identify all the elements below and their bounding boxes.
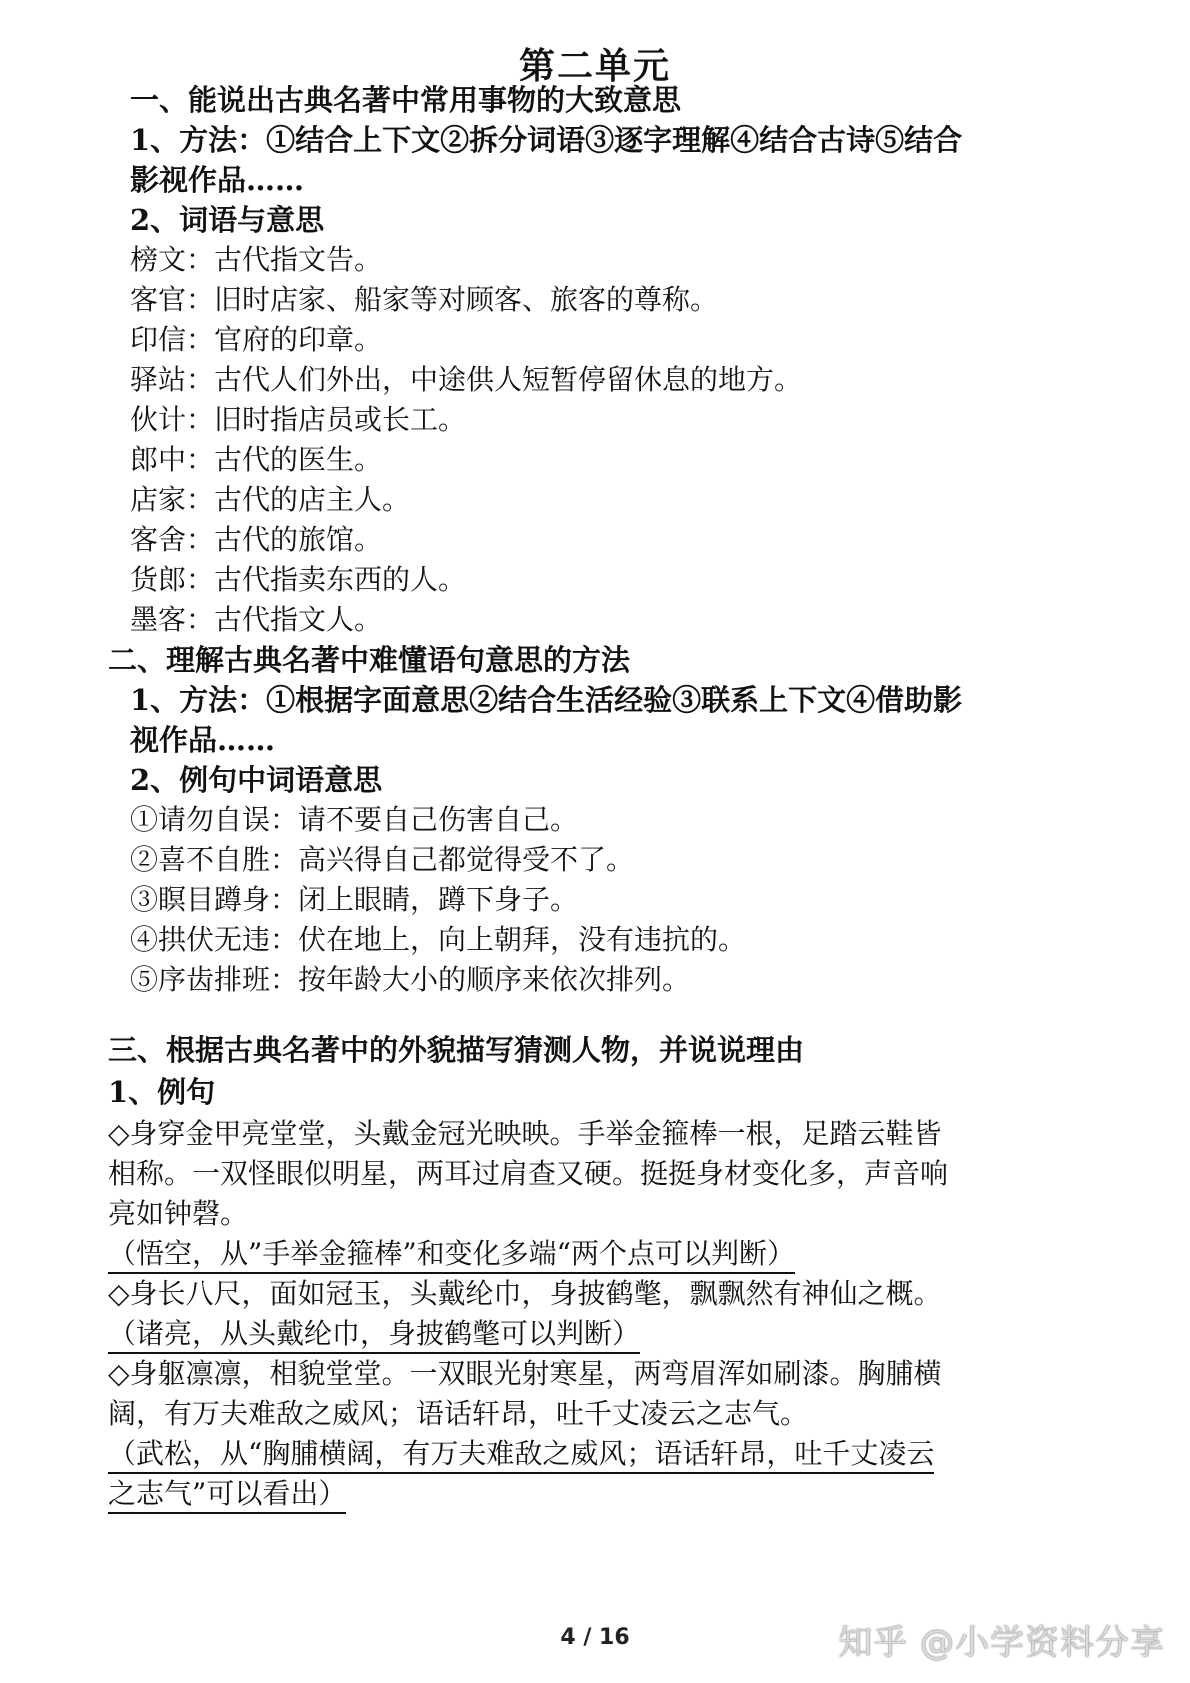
section-2-sub-heading: 2、例句中词语意思 [130,763,383,797]
example-1-line-3: 亮如钟磬。 [108,1197,249,1230]
section-1-sub-heading: 2、词语与意思 [130,203,325,237]
word-item: 郎中：古代的医生。 [130,443,383,476]
page-number: 4 / 16 [560,1625,630,1650]
section-2-method-line-1: 1、方法：①根据字面意思②结合生活经验③联系上下文④借助影 [130,683,963,717]
example-2-line-1: ◇身长八尺，面如冠玉，头戴纶巾，身披鹤氅，飘飘然有神仙之概。 [108,1277,942,1310]
section-1-method-line-1: 1、方法：①结合上下文②拆分词语③逐字理解④结合古诗⑤结合 [130,123,963,157]
section-2-heading: 二、理解古典名著中难懂语句意思的方法 [108,643,631,677]
phrase-item: ①请勿自误：请不要自己伤害自己。 [130,803,579,836]
answer-3-line-1: （武松，从“胸脯横阔，有万夫难敌之威风；语话轩昂，吐千丈凌云 [108,1437,934,1474]
example-1-line-2: 相称。一双怪眼似明星，两耳过肩查又硬。挺挺身材变化多，声音响 [108,1157,949,1190]
phrase-item: ⑤序齿排班：按年龄大小的顺序来依次排列。 [130,963,691,996]
word-item: 印信：官府的印章。 [130,323,383,356]
word-item: 客官：旧时店家、船家等对顾客、旅客的尊称。 [130,283,719,316]
answer-3-line-2: 之志气”可以看出） [108,1477,346,1514]
word-item: 榜文：古代指文告。 [130,243,383,276]
answer-1: （悟空，从”手举金箍棒”和变化多端“两个点可以判断） [108,1237,795,1274]
answer-2: （诸亮，从头戴纶巾，身披鹤氅可以判断） [108,1317,640,1354]
word-item: 店家：古代的店主人。 [130,483,411,516]
phrase-item: ②喜不自胜：高兴得自己都觉得受不了。 [130,843,635,876]
section-2-method-line-2: 视作品…… [130,723,276,757]
page-title: 第二单元 [518,45,671,87]
phrase-item: ③瞑目蹲身：闭上眼睛，蹲下身子。 [130,883,579,916]
word-item: 客舍：古代的旅馆。 [130,523,383,556]
example-3-line-1: ◇身躯凛凛，相貌堂堂。一双眼光射寒星，两弯眉浑如刷漆。胸脯横 [108,1357,942,1390]
word-item: 驿站：古代人们外出，中途供人短暂停留休息的地方。 [130,363,803,396]
section-1-heading: 一、能说出古典名著中常用事物的大致意思 [130,83,682,117]
section-3-sub-heading: 1、例句 [108,1075,216,1109]
example-1-line-1: ◇身穿金甲亮堂堂，头戴金冠光映映。手举金箍棒一根，足踏云鞋皆 [108,1117,942,1150]
example-3-line-2: 阔，有万夫难敌之威风；语话轩昂，吐千丈凌云之志气。 [108,1397,809,1430]
watermark: 知乎 @小学资料分享 [838,1623,1165,1663]
section-3-heading: 三、根据古典名著中的外貌描写猜测人物，并说说理由 [108,1033,805,1067]
section-1-method-line-2: 影视作品…… [130,163,305,197]
word-item: 货郎：古代指卖东西的人。 [130,563,467,596]
word-item: 墨客：古代指文人。 [130,603,383,636]
word-item: 伙计：旧时指店员或长工。 [130,403,467,436]
phrase-item: ④拱伏无违：伏在地上，向上朝拜，没有违抗的。 [130,923,747,956]
